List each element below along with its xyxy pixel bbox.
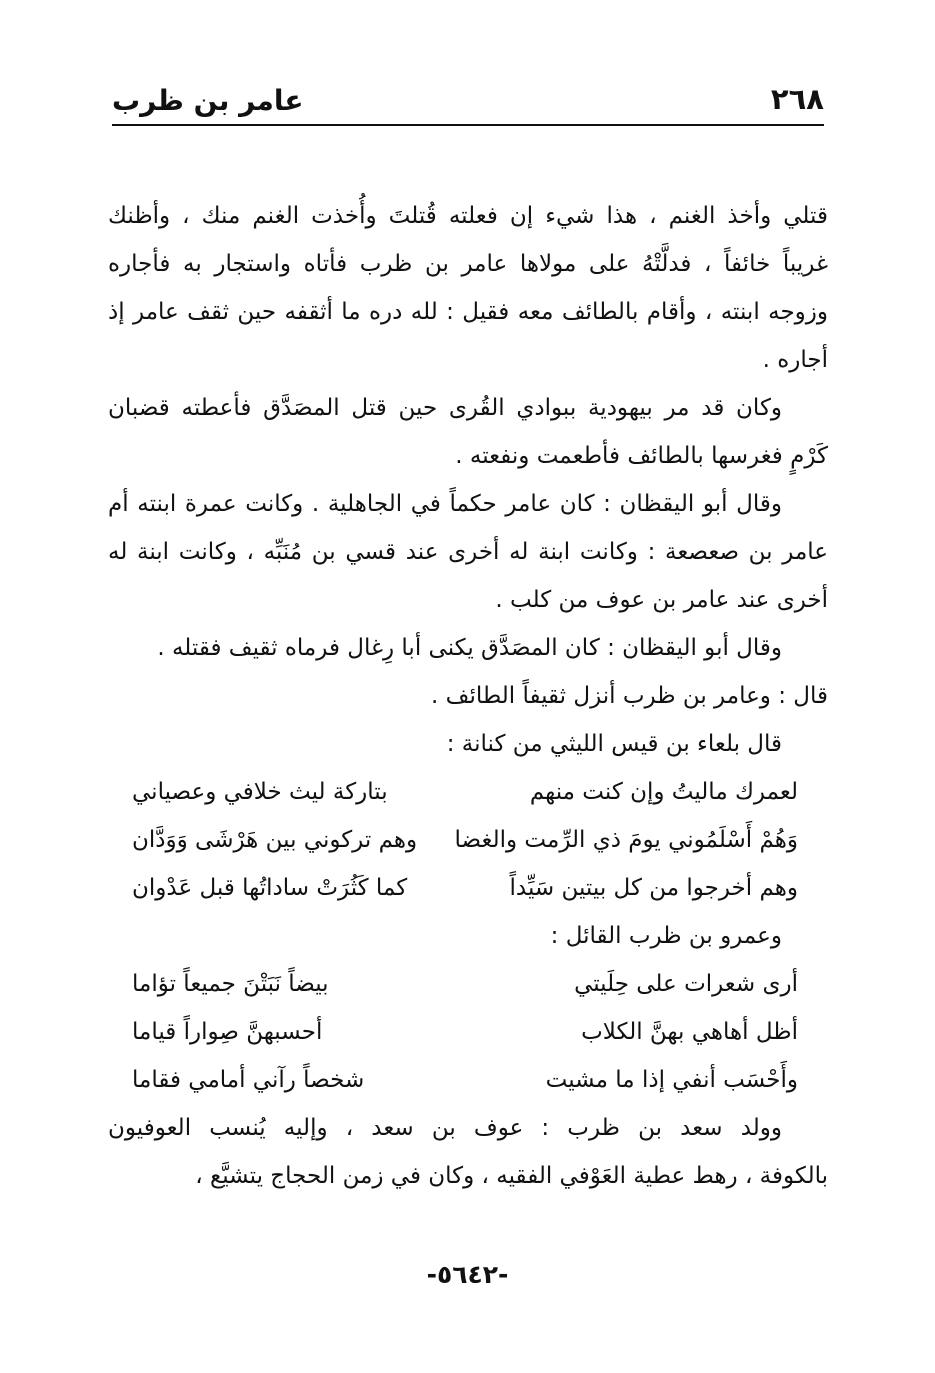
second-hemistich: كما كَثُرَتْ ساداتُها قبل عَدْوان: [132, 875, 408, 901]
second-hemistich: أحسبهنَّ صِواراً قياما: [132, 1019, 323, 1045]
poem-verse: [108, 1008, 828, 1056]
paragraph-5: [108, 672, 828, 720]
paragraph-2: [108, 384, 828, 480]
poem-intro: وعمرو بن ظرب القائل :: [550, 923, 782, 949]
first-hemistich: أظل أهاهي بهنَّ الكلاب: [581, 1019, 798, 1045]
body-text: [108, 192, 828, 1200]
second-hemistich: بتاركة ليث خلافي وعصياني: [132, 779, 388, 805]
poem-verse: [108, 1056, 828, 1104]
text-line: بالكوفة ، رهط عطية العَوْفي الفقيه ، وكان في زمن الحجاج يتشيَّع ،: [195, 1163, 828, 1189]
text-line: عامر بن صعصعة : وكانت ابنة له أخرى عند قسي بن مُنَبِّه ، وكانت ابنة له: [108, 539, 828, 565]
second-hemistich: بيضاً نَبَتْنَ جميعاً تؤاما: [132, 971, 329, 997]
text-line: غريباً خائفاً ، فدلَّتْهُ على مولاها عامر بن ظرب فأتاه واستجار به فأجاره: [108, 251, 828, 277]
paragraph-1: [108, 192, 828, 384]
text-line: وقال أبو اليقظان : كان عامر حكماً في الجاهلية . وكانت عمرة ابنته أم: [108, 491, 782, 517]
poem-2: [108, 960, 828, 1104]
text-line: قال بلعاء بن قيس الليثي من كنانة :: [446, 731, 782, 757]
first-hemistich: وهم أخرجوا من كل بيتين سَيِّداً: [509, 875, 798, 901]
first-hemistich: لعمرك ماليتُ وإن كنت منهم: [529, 779, 798, 805]
footer-page-number: -٥٦٤٢-: [426, 1260, 509, 1289]
header-rule: [112, 124, 824, 126]
text-line: كَرْمٍ فغرسها بالطائف فأطعمت ونفعته .: [455, 443, 828, 469]
poem-verse: [108, 816, 828, 864]
paragraph-3: [108, 480, 828, 624]
poem-verse: [108, 864, 828, 912]
running-title: عامر بن ظرب: [112, 84, 304, 117]
poem-1: [108, 768, 828, 912]
closing-paragraph: [108, 1104, 828, 1200]
paragraph-4: [108, 624, 828, 672]
text-line: وقال أبو اليقظان : كان المصَدَّق يكنى أبا رِغال فرماه ثقيف فقتله .: [157, 635, 782, 661]
text-line: قتلي وأخذ الغنم ، هذا شيء إن فعلته قُتلتَ وأُخذت الغنم منك ، وأظنك: [108, 203, 828, 229]
first-hemistich: أرى شعرات على حِلَيتي: [574, 971, 798, 997]
paragraph-6: [108, 720, 828, 768]
text-line: وكان قد مر بيهودية ببوادي القُرى حين قتل المصَدَّق فأعطته قضبان: [108, 395, 782, 421]
page-number: ٢٦٨: [770, 82, 824, 116]
text-line: قال : وعامر بن ظرب أنزل ثقيفاً الطائف .: [431, 683, 828, 709]
first-hemistich: وأَحْسَب أنفي إذا ما مشيت: [545, 1067, 798, 1093]
first-hemistich: وَهُمْ أَسْلَمُوني يومَ ذي الرِّمت والغضا: [454, 827, 798, 853]
text-line: وزوجه ابنته ، وأقام بالطائف معه فقيل : لله دره ما أثقفه حين ثقف عامر إذ: [108, 299, 828, 325]
text-line: أجاره .: [762, 347, 828, 373]
text-line: أخرى عند عامر بن عوف من كلب .: [495, 587, 828, 613]
text-line: وولد سعد بن ظرب : عوف بن سعد ، وإليه يُنسب العوفيون: [108, 1115, 782, 1141]
page-header: [112, 78, 824, 124]
second-hemistich: شخصاً رآني أمامي فقاما: [132, 1067, 365, 1093]
poem-verse: [108, 960, 828, 1008]
second-hemistich: وهم تركوني بين هَرْشَى وَوَدَّان: [132, 827, 418, 853]
poem-verse: [108, 768, 828, 816]
